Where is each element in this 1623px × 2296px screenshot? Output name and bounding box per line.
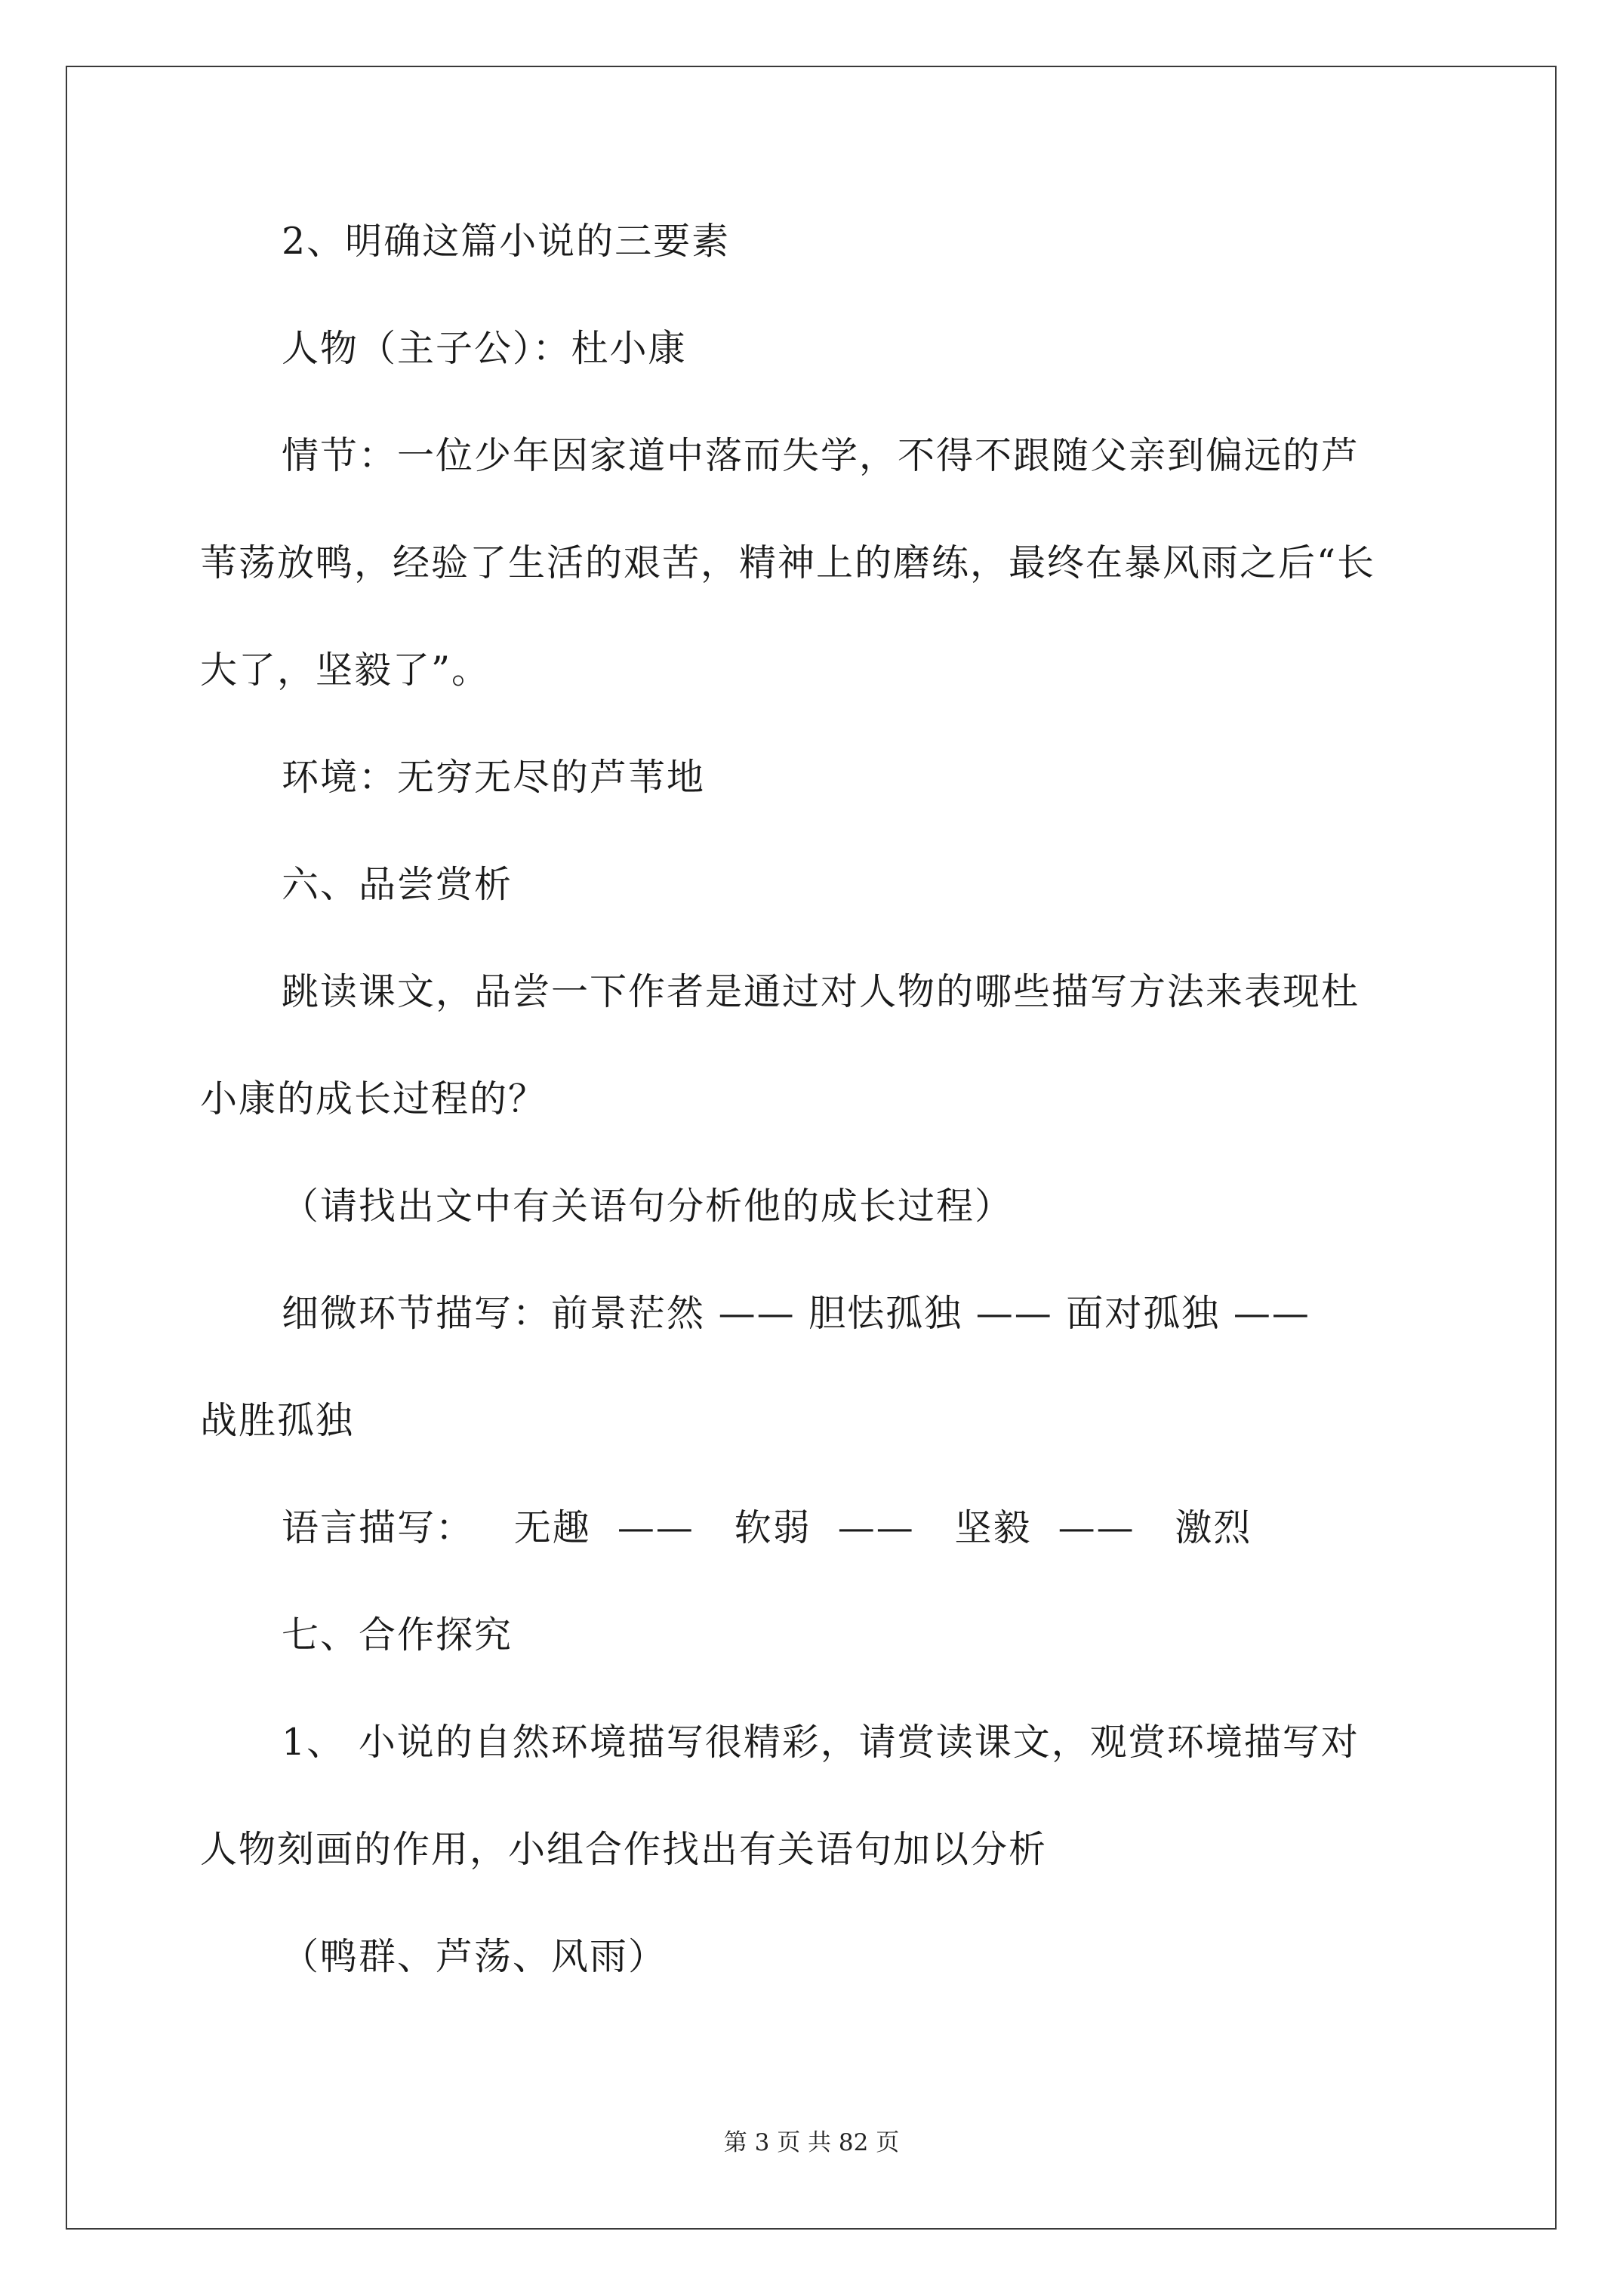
heading-section-seven: 七、合作探究 <box>282 1613 513 1657</box>
page-number-footer: 第 3 页 共 82 页 <box>723 2129 900 2156</box>
paragraph-question: 跳读课文，品尝一下作者是通过对人物的哪些描写方法来表现杜 <box>282 970 1360 1013</box>
paragraph-plot: 情节：一位少年因家道中落而失学，不得不跟随父亲到偏远的芦 <box>282 434 1360 477</box>
heading-section-six: 六、品尝赏析 <box>282 863 513 906</box>
paragraph-environment: 环境：无穷无尽的芦苇地 <box>282 756 706 799</box>
paragraph-plot-end: 大了，坚毅了”。 <box>200 649 491 692</box>
paragraph-character: 人物（主子公）：杜小康 <box>282 327 687 370</box>
paragraph-plot-cont: 苇荡放鸭，经验了生活的艰苦，精神上的磨练，最终在暴风雨之后“长 <box>200 541 1376 584</box>
paragraph-cooperative-cont: 人物刻画的作用，小组合作找出有关语句加以分析 <box>200 1828 1048 1871</box>
paragraph-question-cont: 小康的成长过程的？ <box>200 1077 547 1120</box>
paragraph-cooperative: 1、 小说的自然环境描写很精彩，请赏读课文，观赏环境描写对 <box>282 1721 1360 1764</box>
paragraph-detail-description: 细微环节描写：前景茫然 —— 胆怯孤独 —— 面对孤独 —— <box>282 1292 1310 1335</box>
page-border <box>66 66 1557 2230</box>
paragraph-instruction: （请找出文中有关语句分析他的成长过程） <box>282 1185 1014 1228</box>
paragraph-language-description: 语言描写： 无趣 —— 软弱 —— 坚毅 —— 激烈 <box>282 1506 1252 1549</box>
heading-three-elements: 2、明确这篇小说的三要素 <box>282 220 731 263</box>
paragraph-examples: （鸭群、芦荡、风雨） <box>282 1935 667 1978</box>
paragraph-detail-description-cont: 战胜孤独 <box>200 1399 355 1442</box>
